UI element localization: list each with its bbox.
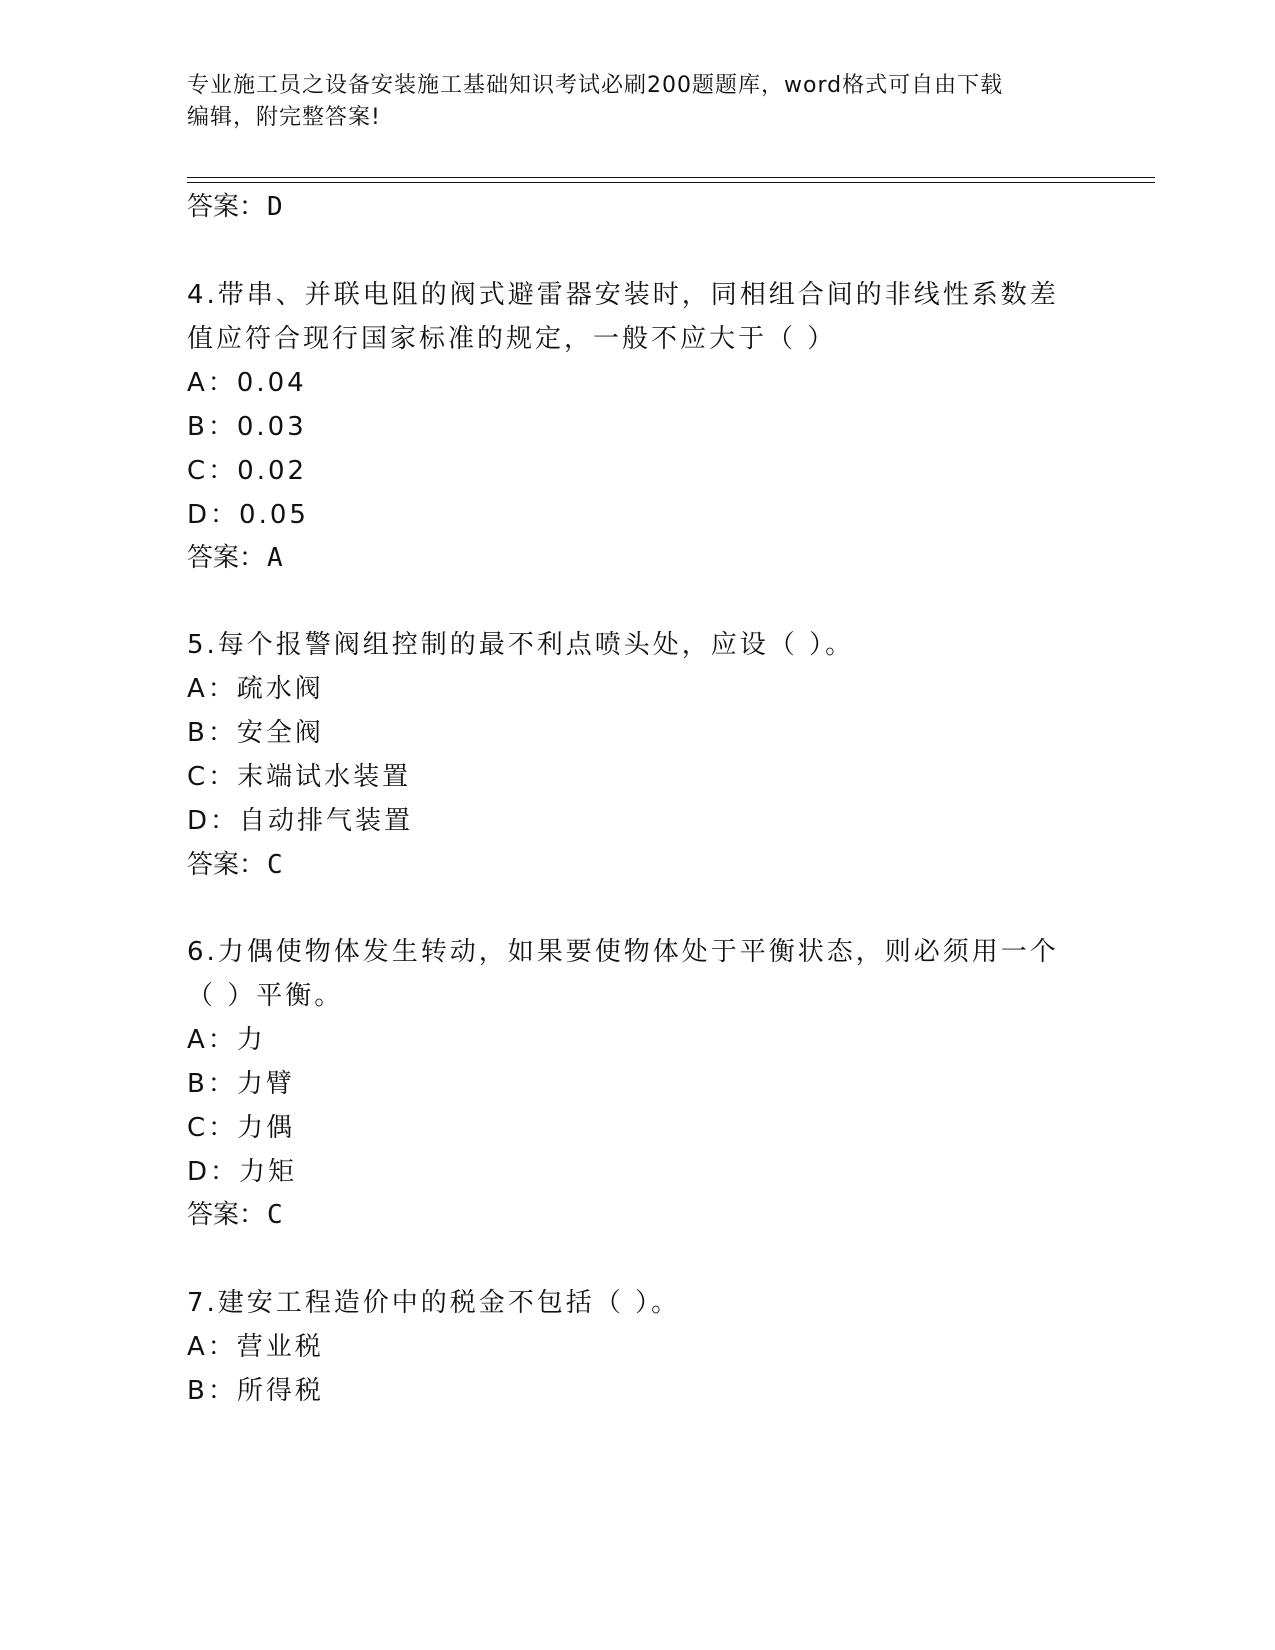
question-7-option-a: A：营业税	[187, 1332, 324, 1362]
question-4-answer	[187, 541, 283, 575]
question-5-answer	[187, 848, 283, 882]
answer-value: C	[267, 850, 283, 880]
question-5-option-b: B：安全阀	[187, 718, 324, 748]
document-header	[187, 70, 1087, 134]
question-4-text-line-1: 4.带串、并联电阻的阀式避雷器安装时，同相组合间的非线性系数差	[187, 280, 1059, 310]
header-divider-top	[187, 177, 1155, 178]
answer-label: 答案：	[187, 543, 266, 573]
answer-label: 答案：	[187, 1200, 266, 1230]
question-4-option-b: B：0.03	[187, 412, 307, 442]
question-4-option-c: C：0.02	[187, 456, 308, 486]
header-divider-bottom	[187, 182, 1155, 183]
question-6-answer	[187, 1198, 283, 1232]
answer-label: 答案：	[187, 850, 266, 880]
question-6-option-b: B：力臂	[187, 1069, 295, 1099]
question-4-option-a: A：0.04	[187, 368, 307, 398]
question-4-text-line-2: 值应符合现行国家标准的规定，一般不应大于（ ）	[187, 324, 837, 354]
answer-label: 答案：	[187, 192, 266, 222]
question-7-text-line-1: 7.建安工程造价中的税金不包括（ ）。	[187, 1288, 681, 1318]
answer-value: D	[267, 192, 283, 222]
question-4-option-d: D：0.05	[187, 500, 309, 530]
question-6-option-c: C：力偶	[187, 1113, 296, 1143]
question-7-option-b: B：所得税	[187, 1376, 324, 1406]
question-5-option-c: C：末端试水装置	[187, 762, 412, 792]
header-line-1: 专业施工员之设备安装施工基础知识考试必刷200题题库，word格式可自由下载	[187, 73, 1004, 98]
header-line-2: 编辑，附完整答案!	[187, 105, 381, 130]
question-5-option-a: A：疏水阀	[187, 674, 324, 704]
answer-value: C	[267, 1200, 283, 1230]
question-5-text-line-1: 5.每个报警阀组控制的最不利点喷头处，应设（ ）。	[187, 630, 855, 660]
answer-line	[187, 190, 283, 224]
question-5-option-d: D：自动排气装置	[187, 806, 414, 836]
answer-value: A	[267, 543, 283, 573]
question-6-text-line-1: 6.力偶使物体发生转动，如果要使物体处于平衡状态，则必须用一个	[187, 937, 1059, 967]
question-6-option-d: D：力矩	[187, 1157, 298, 1187]
question-6-option-a: A：力	[187, 1025, 266, 1055]
question-6-text-line-2: （ ）平衡。	[187, 981, 344, 1011]
